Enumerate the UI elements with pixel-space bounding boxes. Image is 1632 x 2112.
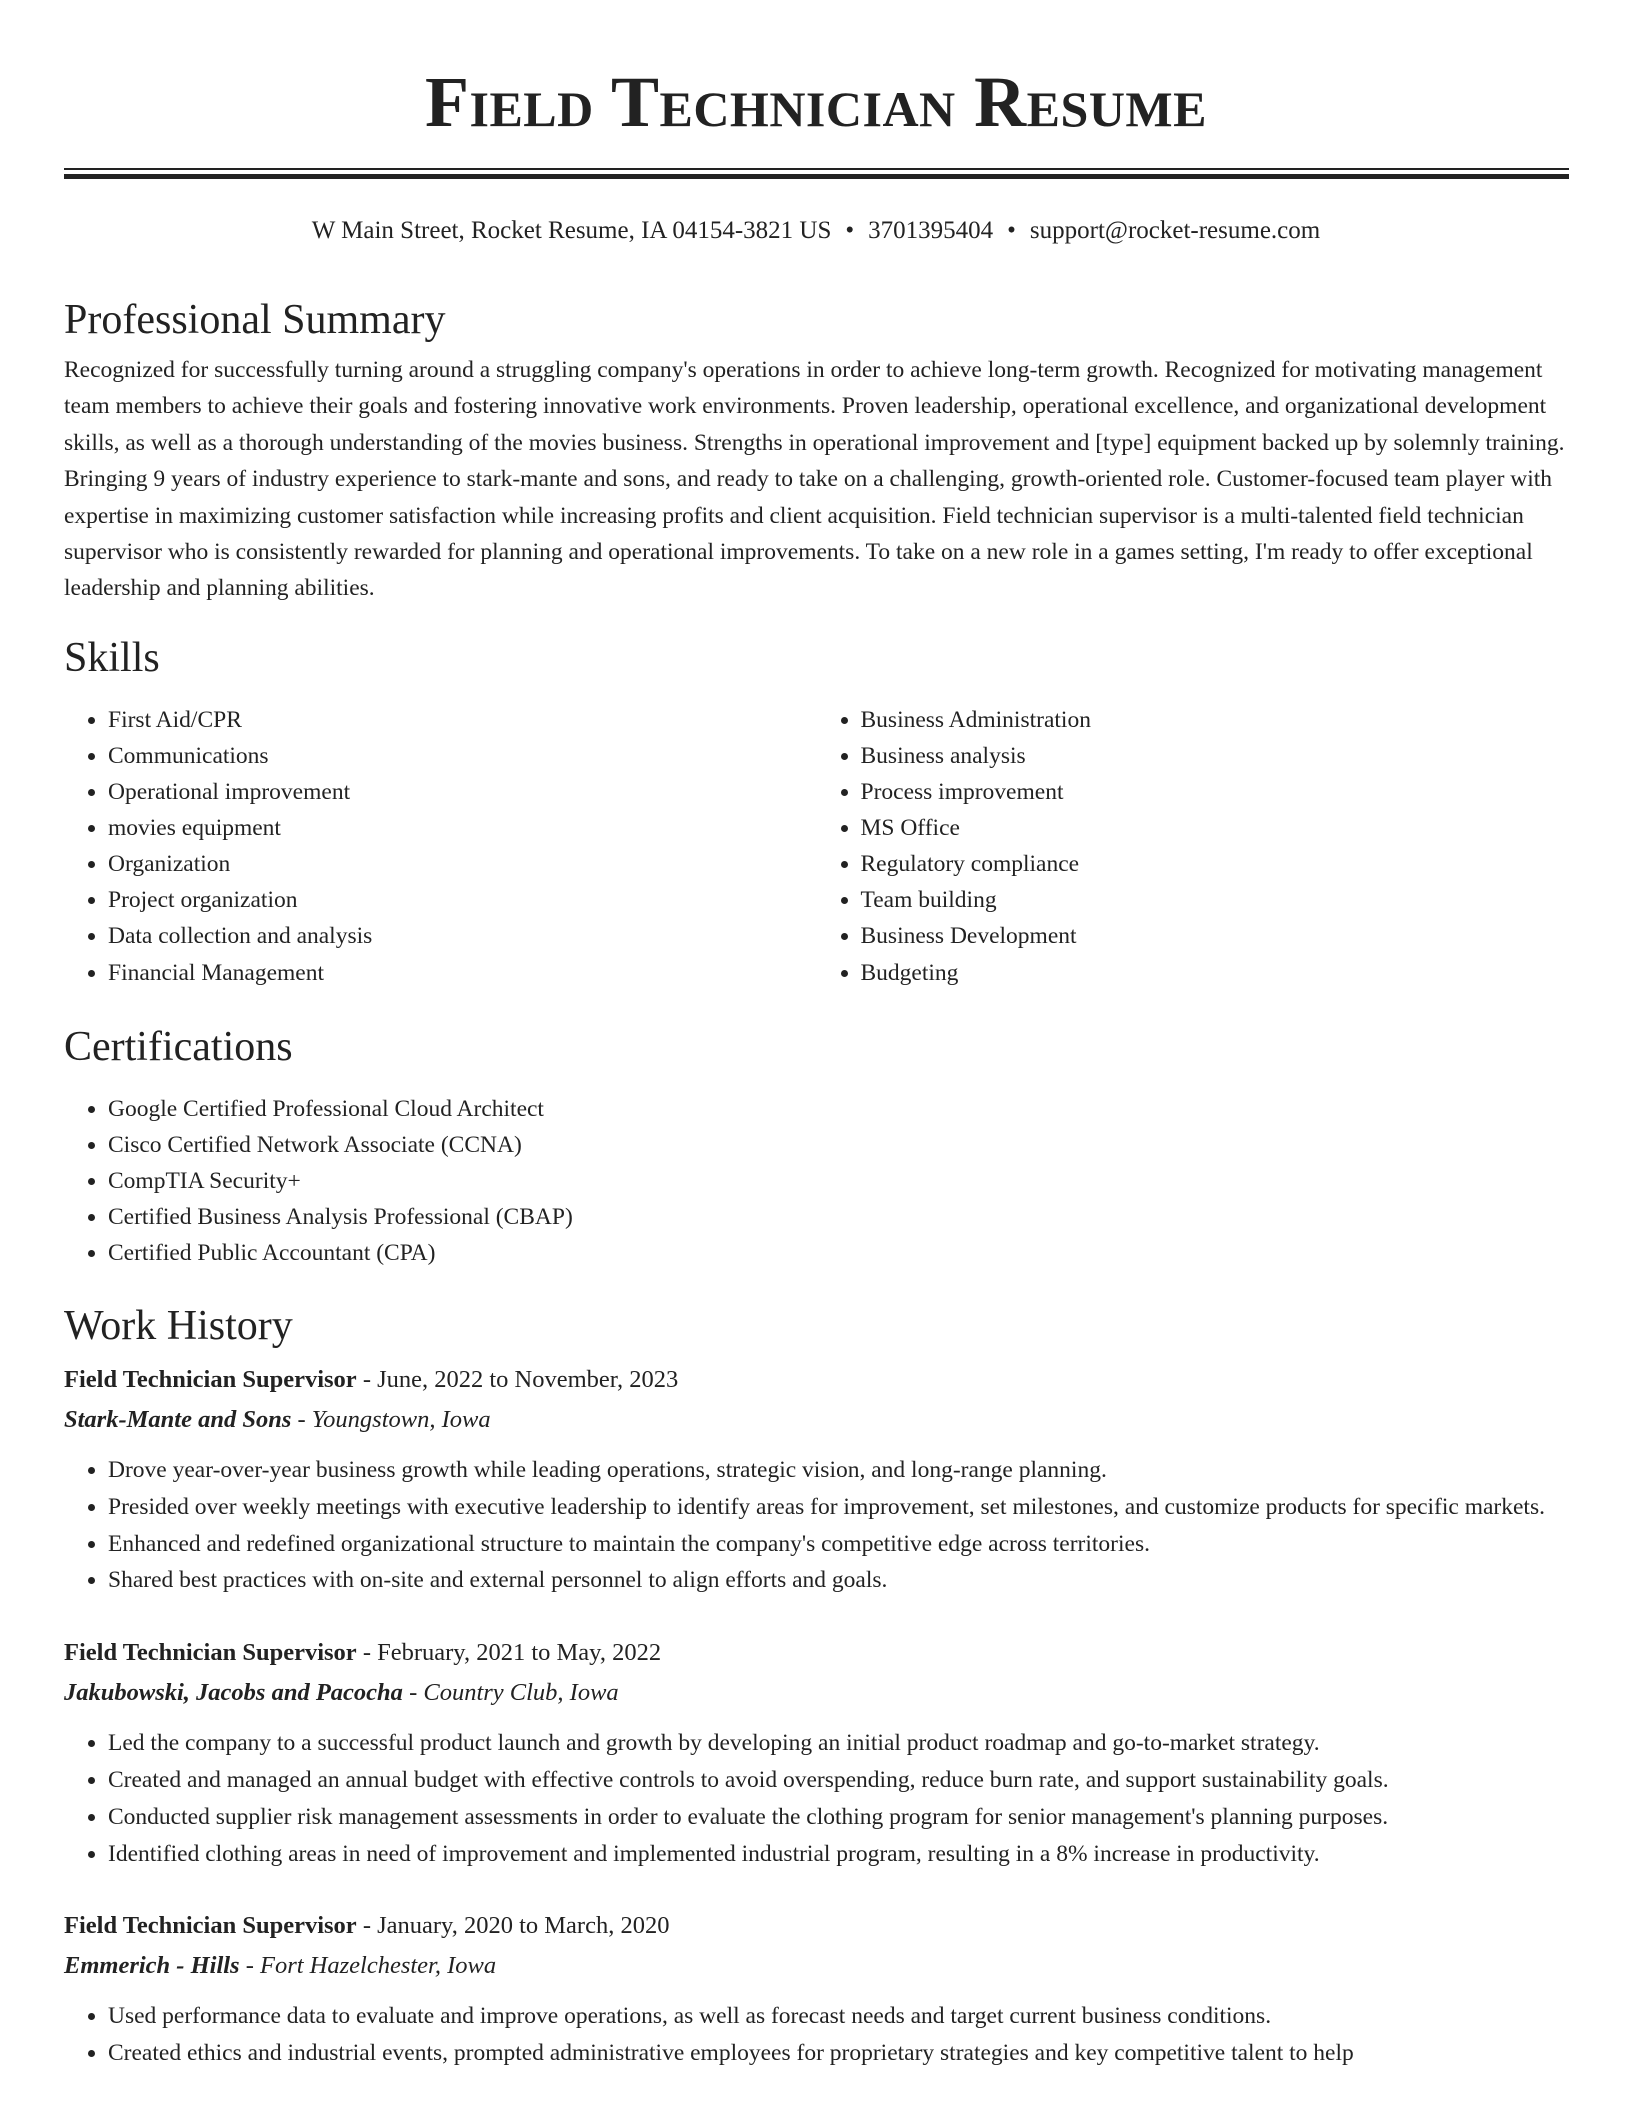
skill-item: • movies equipment [108,810,817,846]
resume-content [64,288,1569,2106]
contact-address: W Main Street, Rocket Resume, IA 04154-3821 US [311,217,832,244]
job-bullet: • Created and managed an annual budget with effective controls to avoid overspending, reduce burn rate, and support sustainability goals. [108,1762,1569,1799]
skill-item: • Team building [861,882,1570,918]
job-location: - Country Club, Iowa [402,1679,619,1707]
summary-heading: Professional Summary [64,297,446,343]
job-role: Field Technician Supervisor [64,1366,357,1394]
job-bullet: • Shared best practices with on-site and external personnel to align efforts and goals. [108,1562,1569,1599]
job-bullet: • Created ethics and industrial events, prompted administrative employees for proprietary strategies and key competitive talent to help [108,2035,1569,2072]
certification-item: • Certified Business Analysis Professional (CBAP) [108,1199,1569,1235]
certification-item: • Certified Public Accountant (CPA) [108,1235,1569,1271]
job-title-line [64,1906,1569,1946]
job-company: Emmerich - Hills [64,1952,240,1980]
job-company-line [64,1673,1569,1713]
certification-item: • Google Certified Professional Cloud Architect [108,1091,1569,1127]
skill-item: • First Aid/CPR [108,702,817,738]
skill-item: • Business analysis [861,738,1570,774]
skill-item: • Business Development [861,918,1570,954]
skill-item: • Business Administration [861,702,1570,738]
skill-item: • Communications [108,738,817,774]
contact-line [0,215,1632,247]
job-bullets [64,1998,1569,2072]
page-title: Field Technician Resume [425,62,1207,142]
contact-separator: • [1007,217,1016,244]
job-dates: - January, 2020 to March, 2020 [356,1912,670,1940]
job-location: - Fort Hazelchester, Iowa [239,1952,497,1980]
certification-item: • CompTIA Security+ [108,1163,1569,1199]
job-bullets [64,1725,1569,1872]
job-bullet: • Led the company to a successful product launch and growth by developing an initial product roadmap and go-to-market strategy. [108,1725,1569,1762]
skill-item: • Operational improvement [108,774,817,810]
job-location: - Youngstown, Iowa [291,1406,491,1434]
work-history-section [64,1294,1569,2072]
skills-heading: Skills [64,634,160,681]
contact-email: support@rocket-resume.com [1029,217,1321,244]
summary-section [64,288,1569,607]
skill-item: • MS Office [861,810,1570,846]
job-bullet: • Used performance data to evaluate and improve operations, as well as forecast needs and target current business conditions. [108,1998,1569,2035]
contact-separator: • [845,217,855,244]
skills-list-right [817,702,1570,991]
job-company-line [64,1400,1569,1440]
job-dates: - June, 2022 to November, 2023 [356,1366,679,1394]
skill-item: • Regulatory compliance [861,846,1570,882]
skill-item: • Data collection and analysis [108,918,817,954]
skills-list-left [64,702,817,991]
certifications-section [64,1015,1569,1271]
certifications-heading: Certifications [64,1023,293,1070]
skills-section [64,626,1569,991]
job-entry [64,1906,1569,2072]
job-bullet: • Conducted supplier risk management assessments in order to evaluate the clothing program for senior management's planning purposes. [108,1799,1569,1836]
job-role: Field Technician Supervisor [64,1912,357,1940]
job-title-line [64,1633,1569,1673]
skill-item: • Organization [108,846,817,882]
job-company-line [64,1946,1569,1986]
work-history-heading: Work History [64,1303,293,1350]
certification-item: • Cisco Certified Network Associate (CCNA) [108,1127,1569,1163]
job-bullet: • Presided over weekly meetings with executive leadership to identify areas for improvement, set milestones, and customize products for specific markets. [108,1489,1569,1526]
skill-item: • Budgeting [861,955,1570,991]
summary-text: Recognized for successfully turning around a struggling company's operations in order to achieve long-term growth. Recognized for motivating management team members to achieve their goals and fostering innovative work environments. Proven leadership, operational excellence, and organizational development skills, as well as a thorough understanding of the movies business. Strengths in operational improvement and [type] equipment backed up by solemnly training. Bringing 9 years of industry experience to stark-mante and sons, and ready to take on a challenging, growth-oriented role. Customer-focused team player with expertise in maximizing customer satisfaction while increasing profits and client acquisition. Field technician supervisor is a multi-talented field technician supervisor who is consistently rewarded for planning and operational improvements. To take on a new role in a games setting, I'm ready to offer exceptional leadership and planning abilities. [64,357,1565,602]
contact-phone: 3701395404 [868,217,994,244]
job-company: Stark-Mante and Sons [64,1406,292,1434]
job-entry [64,1633,1569,1872]
skill-item: • Project organization [108,882,817,918]
job-dates: - February, 2021 to May, 2022 [356,1639,662,1667]
skills-columns [64,702,1569,991]
job-bullet: • Identified clothing areas in need of improvement and implemented industrial program, resulting in a 8% increase in productivity. [108,1836,1569,1873]
job-bullet: • Drove year-over-year business growth while leading operations, strategic vision, and long-range planning. [108,1452,1569,1489]
job-bullets [64,1452,1569,1599]
job-title-line [64,1360,1569,1400]
skill-item: • Financial Management [108,955,817,991]
job-entry [64,1360,1569,1599]
title-rule-thin [64,168,1569,170]
certifications-list [64,1091,1569,1271]
title-rule-thick [64,174,1569,179]
job-company: Jakubowski, Jacobs and Pacocha [64,1679,403,1707]
job-role: Field Technician Supervisor [64,1639,357,1667]
job-bullet: • Enhanced and redefined organizational structure to maintain the company's competitive edge across territories. [108,1526,1569,1563]
skill-item: • Process improvement [861,774,1570,810]
